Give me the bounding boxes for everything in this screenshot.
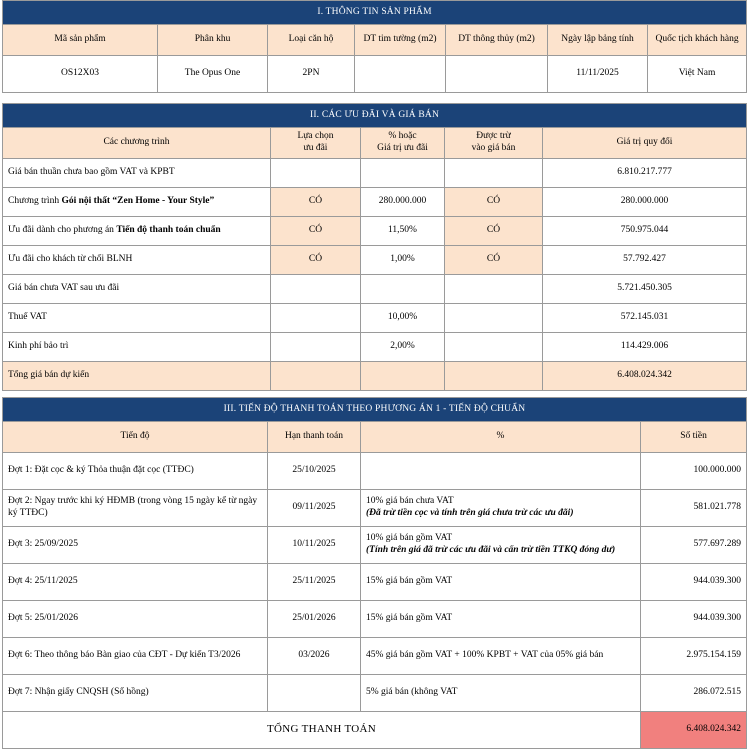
schedule-han: 09/11/2025 <box>268 490 361 527</box>
header-pct-line2: Giá trị ưu đãi <box>377 143 428 153</box>
schedule-pct-main: 15% giá bán gồm VAT <box>366 613 453 624</box>
schedule-pct <box>361 453 641 490</box>
row-label-emphasis: Gói nội thất “Zen Home - Your Style” <box>61 196 215 207</box>
row-gia-tri: 280.000.000 <box>543 188 747 217</box>
section-1-data-row <box>3 56 747 93</box>
schedule-pct <box>361 638 641 675</box>
row-label: Tổng giá bán dự kiến <box>3 362 271 391</box>
header-duoc-tru-line2: vào giá bán <box>471 143 516 153</box>
table-row <box>3 564 747 601</box>
cell-phan-khu: The Opus One <box>158 56 268 93</box>
row-gia-tri: 572.145.031 <box>543 304 747 333</box>
header-so-tien: Số tiền <box>641 422 747 453</box>
section-3-table <box>2 397 747 749</box>
schedule-so-tien: 944.039.300 <box>641 564 747 601</box>
header-gia-tri-quy-doi: Giá trị quy đổi <box>543 128 747 159</box>
schedule-pct <box>361 490 641 527</box>
row-label <box>3 217 271 246</box>
schedule-tien-do: Đợt 7: Nhận giấy CNQSH (Sổ hồng) <box>3 675 268 712</box>
row-gia-tri: 57.792.427 <box>543 246 747 275</box>
header-quoc-tich: Quốc tịch khách hàng <box>648 25 747 56</box>
row-pct <box>361 362 445 391</box>
section-3-title-bar <box>3 398 747 422</box>
schedule-han: 25/01/2026 <box>268 601 361 638</box>
row-gia-tri: 5.721.450.305 <box>543 275 747 304</box>
row-duoc-tru: CÓ <box>445 217 543 246</box>
schedule-han <box>268 675 361 712</box>
row-label: Giá bán chưa VAT sau ưu đãi <box>3 275 271 304</box>
section-1-title: I. THÔNG TIN SẢN PHẨM <box>3 1 747 25</box>
row-duoc-tru: CÓ <box>445 246 543 275</box>
header-lua-chon-line1: Lựa chọn <box>297 131 334 142</box>
row-pct <box>361 159 445 188</box>
header-pct-line1: % hoặc <box>388 131 417 142</box>
table-row <box>3 275 747 304</box>
schedule-so-tien: 2.975.154.159 <box>641 638 747 675</box>
row-label-prefix: Ưu đãi dành cho phương án <box>8 225 117 236</box>
table-row <box>3 333 747 362</box>
row-pct: 2,00% <box>361 333 445 362</box>
row-duoc-tru <box>445 333 543 362</box>
schedule-pct <box>361 564 641 601</box>
row-label: Giá bán thuần chưa bao gồm VAT và KPBT <box>3 159 271 188</box>
row-lua-chon <box>271 304 361 333</box>
row-lua-chon <box>271 333 361 362</box>
schedule-so-tien: 944.039.300 <box>641 601 747 638</box>
section-1-header-row <box>3 25 747 56</box>
schedule-tien-do: Đợt 5: 25/01/2026 <box>3 601 268 638</box>
row-lua-chon: CÓ <box>271 246 361 275</box>
schedule-pct-main: 5% giá bán (không VAT <box>366 687 458 698</box>
header-dt-tim-tuong: DT tim tường (m2) <box>355 25 446 56</box>
table-row-total <box>3 362 747 391</box>
section-gap-1 <box>2 93 746 103</box>
table-row <box>3 159 747 188</box>
section-3-header-row <box>3 422 747 453</box>
header-dt-thong-thuy: DT thông thủy (m2) <box>446 25 548 56</box>
row-lua-chon <box>271 159 361 188</box>
schedule-pct <box>361 601 641 638</box>
cell-quoc-tich: Việt Nam <box>648 56 747 93</box>
row-lua-chon: CÓ <box>271 188 361 217</box>
header-han-thanh-toan: Hạn thanh toán <box>268 422 361 453</box>
header-lua-chon-line2: ưu đãi <box>303 143 328 153</box>
header-ngay-lap: Ngày lập bảng tính <box>548 25 648 56</box>
header-duoc-tru <box>445 128 543 159</box>
table-row <box>3 675 747 712</box>
row-duoc-tru: CÓ <box>445 188 543 217</box>
schedule-pct-main: 45% giá bán gồm VAT + 100% KPBT + VAT của 05% giá bán <box>366 650 604 661</box>
schedule-pct-main: 10% giá bán chưa VAT <box>366 496 454 507</box>
row-pct: 10,00% <box>361 304 445 333</box>
grand-total-row <box>3 712 747 749</box>
schedule-pct <box>361 675 641 712</box>
schedule-han: 10/11/2025 <box>268 527 361 564</box>
section-2-title: II. CÁC ƯU ĐÃI VÀ GIÁ BÁN <box>3 104 747 128</box>
row-duoc-tru <box>445 159 543 188</box>
row-pct <box>361 275 445 304</box>
row-pct: 280.000.000 <box>361 188 445 217</box>
row-duoc-tru <box>445 362 543 391</box>
row-gia-tri: 6.810.217.777 <box>543 159 747 188</box>
row-gia-tri: 6.408.024.342 <box>543 362 747 391</box>
cell-ngay-lap: 11/11/2025 <box>548 56 648 93</box>
section-2-header-row <box>3 128 747 159</box>
schedule-pct <box>361 527 641 564</box>
row-lua-chon: CÓ <box>271 217 361 246</box>
header-tien-do: Tiến độ <box>3 422 268 453</box>
row-label: Kinh phí bảo trì <box>3 333 271 362</box>
schedule-pct-note: (Đã trừ tiền cọc và tính trên giá chưa trừ các ưu đãi) <box>366 508 574 518</box>
row-lua-chon <box>271 362 361 391</box>
schedule-tien-do: Đợt 2: Ngay trước khi ký HĐMB (trong vòng 15 ngày kể từ ngày ký TTĐC) <box>3 490 268 527</box>
header-cac-chuong-trinh: Các chương trình <box>3 128 271 159</box>
section-2-table <box>2 103 747 391</box>
schedule-tien-do: Đợt 1: Đặt cọc & ký Thỏa thuận đặt cọc (TTĐC) <box>3 453 268 490</box>
table-row <box>3 246 747 275</box>
schedule-han: 25/11/2025 <box>268 564 361 601</box>
cell-loai-can-ho: 2PN <box>268 56 355 93</box>
row-label-prefix: Chương trình <box>8 196 62 207</box>
section-3-title: III. TIẾN ĐỘ THANH TOÁN THEO PHƯƠNG ÁN 1 - TIẾN ĐỘ CHUẨN <box>3 398 747 422</box>
schedule-pct-main: 10% giá bán gồm VAT <box>366 533 453 544</box>
table-row <box>3 304 747 333</box>
schedule-so-tien: 100.000.000 <box>641 453 747 490</box>
header-ma-san-pham: Mã sản phẩm <box>3 25 158 56</box>
row-pct: 1,00% <box>361 246 445 275</box>
grand-total-label: TỔNG THANH TOÁN <box>3 712 641 749</box>
table-row <box>3 217 747 246</box>
schedule-han: 25/10/2025 <box>268 453 361 490</box>
cell-ma-san-pham: OS12X03 <box>3 56 158 93</box>
table-row <box>3 490 747 527</box>
header-loai-can-ho: Loại căn hộ <box>268 25 355 56</box>
schedule-han: 03/2026 <box>268 638 361 675</box>
cell-dt-tim-tuong <box>355 56 446 93</box>
row-label: Thuế VAT <box>3 304 271 333</box>
row-duoc-tru <box>445 304 543 333</box>
header-phan-khu: Phân khu <box>158 25 268 56</box>
table-row <box>3 453 747 490</box>
schedule-tien-do: Đợt 3: 25/09/2025 <box>3 527 268 564</box>
schedule-tien-do: Đợt 4: 25/11/2025 <box>3 564 268 601</box>
header-lua-chon-uu-dai <box>271 128 361 159</box>
table-row <box>3 601 747 638</box>
schedule-so-tien: 286.072.515 <box>641 675 747 712</box>
section-2-title-bar <box>3 104 747 128</box>
row-label-emphasis: Tiến độ thanh toán chuẩn <box>116 225 221 236</box>
header-duoc-tru-line1: Được trừ <box>476 131 511 142</box>
row-gia-tri: 114.429.006 <box>543 333 747 362</box>
header-pct-gia-tri-uu-dai <box>361 128 445 159</box>
section-1-title-bar <box>3 1 747 25</box>
row-label: Ưu đãi cho khách từ chối BLNH <box>3 246 271 275</box>
row-duoc-tru <box>445 275 543 304</box>
row-label <box>3 188 271 217</box>
cell-dt-thong-thuy <box>446 56 548 93</box>
grand-total-value: 6.408.024.342 <box>641 712 747 749</box>
table-row <box>3 188 747 217</box>
table-row <box>3 638 747 675</box>
header-percent: % <box>361 422 641 453</box>
table-row <box>3 527 747 564</box>
row-lua-chon <box>271 275 361 304</box>
schedule-tien-do: Đợt 6: Theo thông báo Bàn giao của CĐT - Dự kiến T3/2026 <box>3 638 268 675</box>
schedule-pct-note: (Tính trên giá đã trừ các ưu đãi và cấn trừ tiền TTKQ đóng dư) <box>366 545 616 555</box>
schedule-so-tien: 581.021.778 <box>641 490 747 527</box>
row-gia-tri: 750.975.044 <box>543 217 747 246</box>
schedule-so-tien: 577.697.289 <box>641 527 747 564</box>
row-pct: 11,50% <box>361 217 445 246</box>
schedule-pct-main: 15% giá bán gồm VAT <box>366 576 453 587</box>
section-1-table <box>2 0 747 93</box>
